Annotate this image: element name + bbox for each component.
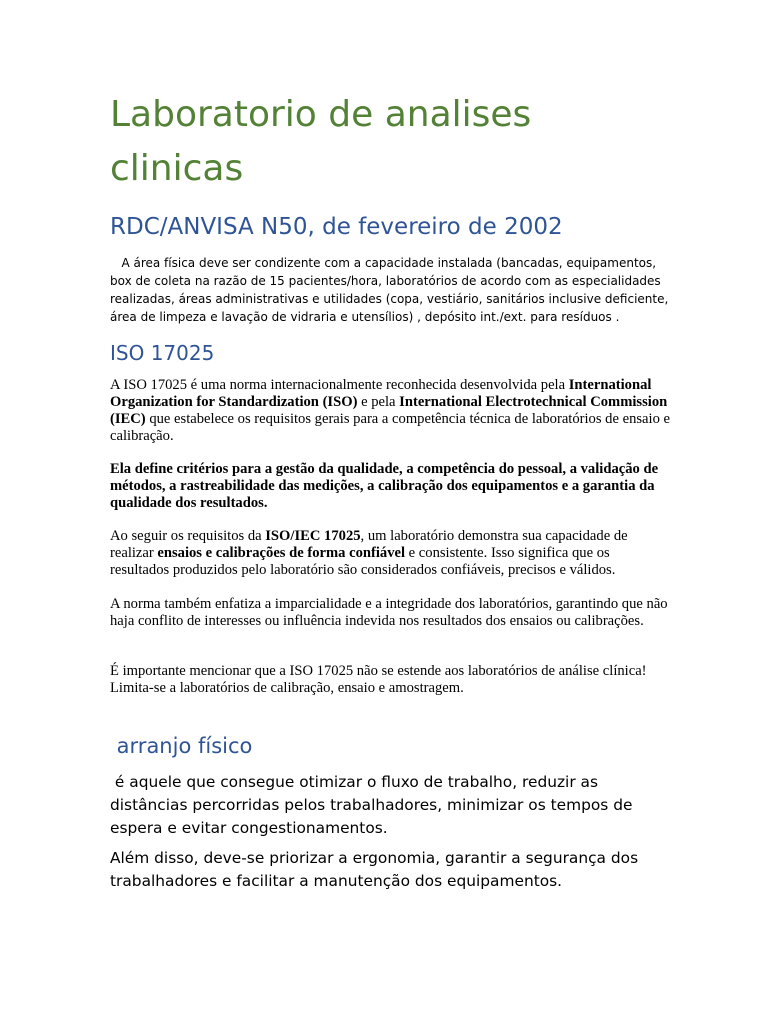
iso-paragraph-2: Ela define critérios para a gestão da qualidade, a competência do pessoal, a validação de métodos, a rastreabilidade das medições, a calibração dos equipamentos e a garantia da qualidade dos resultados. xyxy=(110,461,659,511)
iso-p3-bold-ensaios: ensaios e calibrações de forma confiável xyxy=(157,545,406,561)
iso-p3-bold-standard: ISO/IEC 17025 xyxy=(265,528,361,544)
arranjo-heading: arranjo físico xyxy=(110,734,253,758)
page-title: Laboratorio de analises clinicas xyxy=(110,94,532,189)
iso-p3-text-2: , um laboratório demonstra sua capacidade de realizar xyxy=(110,528,628,561)
rdc-heading: RDC/ANVISA N50, de fevereiro de 2002 xyxy=(110,214,563,240)
iso-paragraph-4: A norma também enfatiza a imparcialidade e a integridade dos laboratórios, garantindo que não haja conflito de interesses ou influência indevida nos resultados dos ensaios ou calibrações. xyxy=(110,596,668,629)
rdc-paragraph: A área física deve ser condizente com a capacidade instalada (bancadas, equipamentos, box de coleta na razão de 15 pacientes/hora, laboratórios de acordo com as especialidades realizadas, áreas administrativas e utilidades (copa, vestiário, sanitários inclusive deficiente, área de limpeza e lavação de vidraria e utensílios) , depósito int./ext. para resíduos . xyxy=(110,256,673,324)
arranjo-paragraph-1: é aquele que consegue otimizar o fluxo de trabalho, reduzir as distâncias percorridas pelos trabalhadores, minimizar os tempos de espera e evitar congestionamentos. xyxy=(110,773,638,837)
iso-heading: ISO 17025 xyxy=(110,341,215,365)
iso-paragraph-5: É importante mencionar que a ISO 17025 não se estende aos laboratórios de análise clínica! Limita-se a laboratórios de calibração, ensaio e amostragem. xyxy=(110,663,647,696)
iso-p1-text-1: A ISO 17025 é uma norma internacionalmente reconhecida desenvolvida pela xyxy=(110,377,569,393)
iso-p1-bold-iec: International Electrotechnical Commission (IEC) xyxy=(110,394,668,427)
iso-p1-text-2: e pela xyxy=(357,394,400,410)
arranjo-paragraph-2: Além disso, deve-se priorizar a ergonomia, garantir a segurança dos trabalhadores e facilitar a manutenção dos equipamentos. xyxy=(110,849,639,890)
iso-p3-text-1: Ao seguir os requisitos da xyxy=(110,528,266,544)
iso-p3-text-3: e consistente. Isso significa que os resultados produzidos pelo laboratório são considerados confiáveis, precisos e válidos. xyxy=(110,545,616,578)
iso-paragraph-1 xyxy=(110,377,670,445)
iso-p1-text-3: que estabelece os requisitos gerais para a competência técnica de laboratórios de ensaio e calibração. xyxy=(110,411,671,444)
iso-p1-bold-iso: International Organization for Standardization (ISO) xyxy=(110,377,652,410)
iso-paragraph-3 xyxy=(110,528,670,579)
